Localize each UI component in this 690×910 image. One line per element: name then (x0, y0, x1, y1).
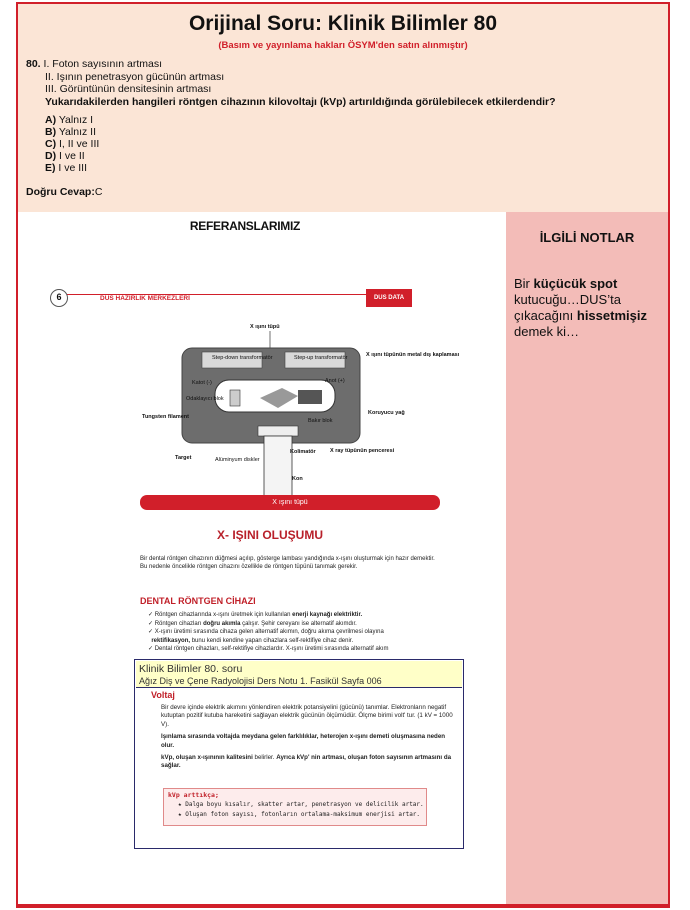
callout-header (136, 661, 462, 688)
page-number-badge: 6 (50, 289, 68, 307)
brand-logo: DUS DATA (366, 289, 412, 307)
notes-emphasis: küçücük spot (533, 276, 618, 291)
diagram-label-yag: Koruyucu yağ (368, 410, 405, 416)
bullet-text: X-ışını üretimi sırasında cihaza gelen alternatif akımın, doğru akıma çevrilmesi olayına (154, 629, 384, 636)
diagram-label-metal: X ışını tüpünün metal dış kaplaması (366, 352, 460, 358)
diagram-label-katot: Katot (-) (192, 380, 212, 386)
kvp-item: ★ Oluşan foton sayısı, fotonların ortalama-maksimum enerjisi artar. (178, 811, 421, 818)
diagram-label-target: Target (175, 455, 192, 461)
option-letter: E) (45, 162, 56, 174)
diagram-label-kolimator: Kolimatör (290, 449, 316, 455)
kvp-term: kVp, oluşan x-ışınının (161, 754, 227, 762)
notes-emphasis: hissetmişiz (576, 308, 647, 323)
bottom-rule (16, 904, 670, 908)
answer-label: Doğru Cevap: (26, 186, 95, 198)
kvp-item: ★ Dalga boyu kısalır, skatter artar, penetrasyon ve delicilik artar. (178, 801, 424, 808)
voltaj-paragraph-1: Bir devre içinde elektrik akımını yönlendiren elektrik potansiyelini (gücünü) tanımlar. Elektronların negatif kutuptan pozitif kutuba hareketini sağlayan elektrik gücünün ölçümüdür. Ölçme birimi volt' tur. (1 kV = 1000 V). (161, 704, 453, 728)
option-letter: B) (45, 126, 57, 138)
diagram-label-aluminyum: Alüminyum diskler (215, 457, 260, 463)
bullet-item: ✓ X-ışını üretimi sırasında cihaza gelen alternatif akımın, doğru akıma çevrilmesi olayına (148, 629, 384, 636)
intro-paragraph: Bir dental röntgen cihazının düğmesi açılıp, gösterge lambası yandığında x-ışını oluşturmak için hazır demektir. Bu nedenle öncelikle röntgen cihazını özellikle de röntgen tüpünü tanımak gerekir. (140, 556, 435, 570)
option-text: I, II ve III (59, 138, 100, 150)
question-number: 80. (26, 58, 41, 70)
bullet-item: ✓ Röntgen cihazları doğru akımla çalışır. Şehir cereyanı ise alternatif akımdır. (148, 620, 357, 627)
option-b (45, 126, 99, 138)
diagram-label-stepup: Step-up transformatör (294, 355, 348, 361)
bullet-text: Dental röntgen cihazları, self-rektifiye cihazlardır. X-ışını üretimi sırasında alternatif akım (154, 646, 389, 653)
question-item-3: III. Görüntünün densitesinin artması (45, 83, 212, 95)
kvp-items (178, 800, 424, 820)
answer-options (45, 114, 99, 174)
bullet-list (148, 611, 440, 654)
question-item-1: I. Foton sayısının artması (43, 58, 162, 70)
callout-source-book: Ağız Diş ve Çene Radyolojisi Ders Notu 1. Fasikül Sayfa 006 (139, 676, 382, 686)
notes-title: İLGİLİ NOTLAR (539, 230, 635, 245)
diagram-label-top: X ışını tüpü (250, 324, 280, 330)
option-text: I ve II (59, 150, 85, 162)
bullet-text: Röntgen cihazları (154, 620, 204, 627)
voltaj-emphasis: Ayrıca kVp' nin artması, oluşan foton sayısının artmasını da sağlar. (161, 754, 452, 770)
voltaj-paragraph-3 (161, 754, 457, 771)
callout-source-question: Klinik Bilimler 80. soru (139, 663, 243, 675)
voltaj-text: belirler. (252, 754, 277, 762)
diagram-label-odak: Odaklayıcı blok (186, 396, 224, 402)
notes-text-part: Bir (514, 276, 534, 291)
bullet-text: çalışır. Şehir cereyanı ise alternatif akımdır. (240, 620, 357, 627)
voltaj-heading: Voltaj (151, 690, 175, 700)
option-letter: C) (45, 138, 57, 150)
diagram-label-kon: Kon (292, 476, 303, 482)
bullet-text: bunu kendi kendine yapan cihazlara self-rektifiye cihaz denir. (190, 637, 354, 644)
diagram-label-anot: Anot (+) (325, 378, 345, 384)
reference-callout (134, 659, 464, 849)
question-item-2: II. Işının penetrasyon gücünün artması (45, 70, 225, 83)
notes-column (506, 212, 668, 908)
option-e (45, 162, 99, 174)
copyright-note: (Basım ve yayınlama hakları ÖSYM'den satın alınmıştır) (218, 40, 468, 51)
bullet-text: Röntgen cihazlarında x-ışını üretmek için kullanılan (154, 612, 293, 618)
bullet-item: ✓ Dental röntgen cihazları, self-rektifiye cihazlardır. X-ışını üretimi sırasında alternatif akım (148, 646, 389, 653)
xray-tube-diagram (120, 318, 460, 518)
correct-answer (26, 186, 102, 198)
option-letter: D) (45, 150, 57, 162)
notes-text (514, 276, 662, 340)
diagram-label-bakir: Bakır blok (308, 418, 333, 424)
notes-text-part: kutucuğu…DUS’ta çıkacağını (514, 292, 621, 323)
voltaj-paragraph-2: Işınlama sırasında voltajda meydana gelen farklılıklar, heterojen x-ışını demeti oluşmasına neden olur. (161, 733, 446, 749)
kalite-term: kalitesini (226, 754, 253, 762)
tube-caption-band: X ışını tüpü (140, 495, 440, 510)
references-title: REFERANSLARIMIZ (189, 219, 301, 233)
section-heading: DENTAL RÖNTGEN CİHAZI (140, 596, 256, 606)
question-body (26, 58, 656, 108)
option-letter: A) (45, 114, 57, 126)
header-label: DUS HAZIRLIK MERKEZLERİ (100, 295, 190, 302)
voltaj-body (161, 704, 457, 775)
bullet-bold: rektifikasyon, (151, 637, 191, 644)
option-c (45, 138, 99, 150)
kvp-title: kVp arttıkça; (168, 791, 219, 799)
chapter-title: X- IŞINI OLUŞUMU (216, 528, 323, 542)
notes-text-part: demek ki… (514, 324, 580, 339)
question-stem: Yukarıdakilerden hangileri röntgen cihazının kilovoltajı (kVp) artırıldığında görülebilecek etkilerdendir? (45, 95, 556, 108)
option-text: Yalnız I (58, 114, 94, 126)
diagram-label-stepdown: Step-down transformatör (212, 355, 273, 361)
question-panel (18, 4, 668, 212)
diagram-label-pencere: X ray tüpünün penceresi (330, 448, 395, 454)
question-title: Orijinal Soru: Klinik Bilimler 80 (188, 12, 498, 35)
option-a (45, 114, 99, 126)
book-page-header (46, 289, 438, 307)
option-text: I ve III (58, 162, 88, 174)
diagram-label-tungsten: Tungsten filament (142, 414, 189, 420)
answer-value: C (94, 186, 103, 198)
option-d (45, 150, 99, 162)
bullet-item (148, 637, 440, 646)
bullet-bold: enerji kaynağı elektriktir. (292, 612, 363, 618)
kvp-box (163, 788, 427, 826)
bullet-bold: doğru akımla (203, 620, 241, 627)
bullet-item: ✓ Röntgen cihazlarında x-ışını üretmek için kullanılan enerji kaynağı elektriktir. (148, 612, 363, 618)
option-text: Yalnız II (58, 126, 96, 138)
